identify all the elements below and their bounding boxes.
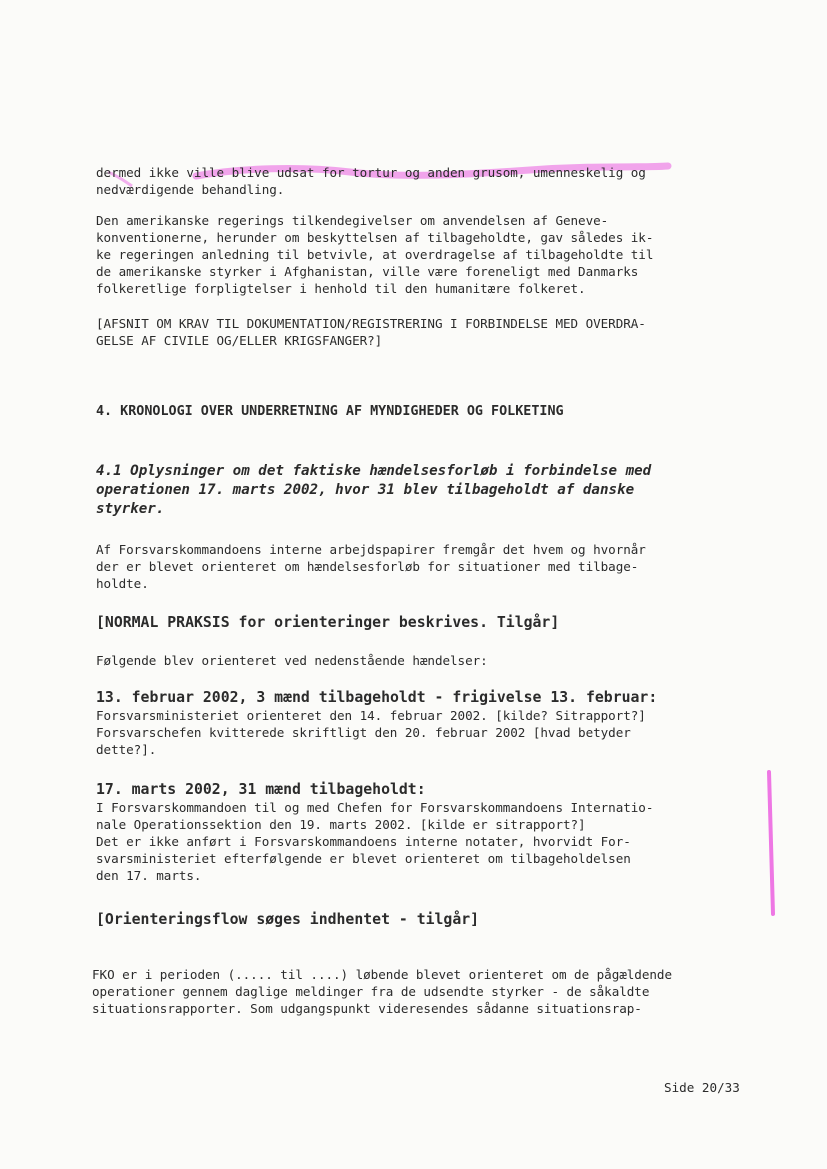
page-number: Side 20/33	[664, 1080, 740, 1095]
paragraph-text: FKO er i perioden (..... til ....) løbende blevet orienteret om de pågældende operationer gennem daglige meldinger fra de udsendte styrker - de såkaldte situationsrapporter. Som udgangspunkt videresendes sådanne situationsrap-	[92, 967, 672, 1016]
paragraph-fko	[92, 966, 752, 1017]
highlighter-margin-bar	[769, 772, 773, 914]
event-text: I Forsvarskommandoen til og med Chefen for Forsvarskommandoens Internatio- nale Operationssektion den 19. marts 2002. [kilde er sitrapport?] Det er ikke anført i Forsvarskommandoens interne notater, hvorvidt For- svarsministeriet efterfølgende er blevet orienteret om tilbageholdelsen den 17. marts.	[96, 800, 654, 883]
paragraph-geneva	[96, 212, 756, 297]
paragraph-text: Følgende blev orienteret ved nedenstående hændelser:	[96, 653, 488, 668]
section-title: 4. KRONOLOGI OVER UNDERRETNING AF MYNDIGHEDER OG FOLKETING	[96, 404, 564, 419]
event-text: Forsvarsministeriet orienteret den 14. februar 2002. [kilde? Sitrapport?] Forsvarschefen kvitterede skriftligt den 20. februar 2002 [hvad betyder dette?].	[96, 708, 646, 757]
subsection-heading-4-1	[96, 462, 756, 519]
paragraph-text: [AFSNIT OM KRAV TIL DOKUMENTATION/REGISTRERING I FORBINDELSE MED OVERDRA- GELSE AF CIVILE OG/ELLER KRIGSFANGER?]	[96, 316, 646, 348]
paragraph-text: Den amerikanske regerings tilkendegivelser om anvendelsen af Geneve- konventionerne, herunder om beskyttelsen af tilbageholdte, gav således ik- ke regeringen anledning til betvivle, at overdragelse af tilbageholdte til de amerikanske styrker i Afghanistan, ville være foreneligt med Danmarks folkeretlige forpligtelser i henhold til den humanitære folkeret.	[96, 213, 654, 296]
subsection-title: 4.1 Oplysninger om det faktiske hændelsesforløb i forbindelse med operationen 17. marts 2002, hvor 31 blev tilbageholdt af danske styrker.	[96, 463, 652, 517]
orientering-flow-note	[96, 910, 756, 929]
paragraph-text: Af Forsvarskommandoens interne arbejdspapirer fremgår det hvem og hvornår der er blevet orienteret om hændelsesforløb for situationer med tilbage- holdte.	[96, 542, 646, 591]
event-heading: 17. marts 2002, 31 mænd tilbageholdt:	[96, 781, 426, 798]
event-march	[96, 780, 756, 884]
event-february	[96, 688, 756, 758]
bracket-note: [Orienteringsflow søges indhentet - tilgår]	[96, 911, 480, 928]
paragraph-following	[96, 652, 756, 669]
section-heading-4	[96, 404, 756, 419]
bracket-note: [NORMAL PRAKSIS for orienteringer beskrives. Tilgår]	[96, 614, 560, 631]
paragraph-text: dermed ikke ville blive udsat for tortur og anden grusom, umenneskelig og nedværdigende behandling.	[96, 165, 646, 197]
paragraph-treatment	[96, 164, 756, 198]
paragraph-placeholder-documentation	[96, 315, 756, 349]
normal-praksis-note	[96, 613, 756, 632]
event-heading: 13. februar 2002, 3 mænd tilbageholdt - frigivelse 13. februar:	[96, 689, 658, 706]
paragraph-intro	[96, 541, 756, 592]
